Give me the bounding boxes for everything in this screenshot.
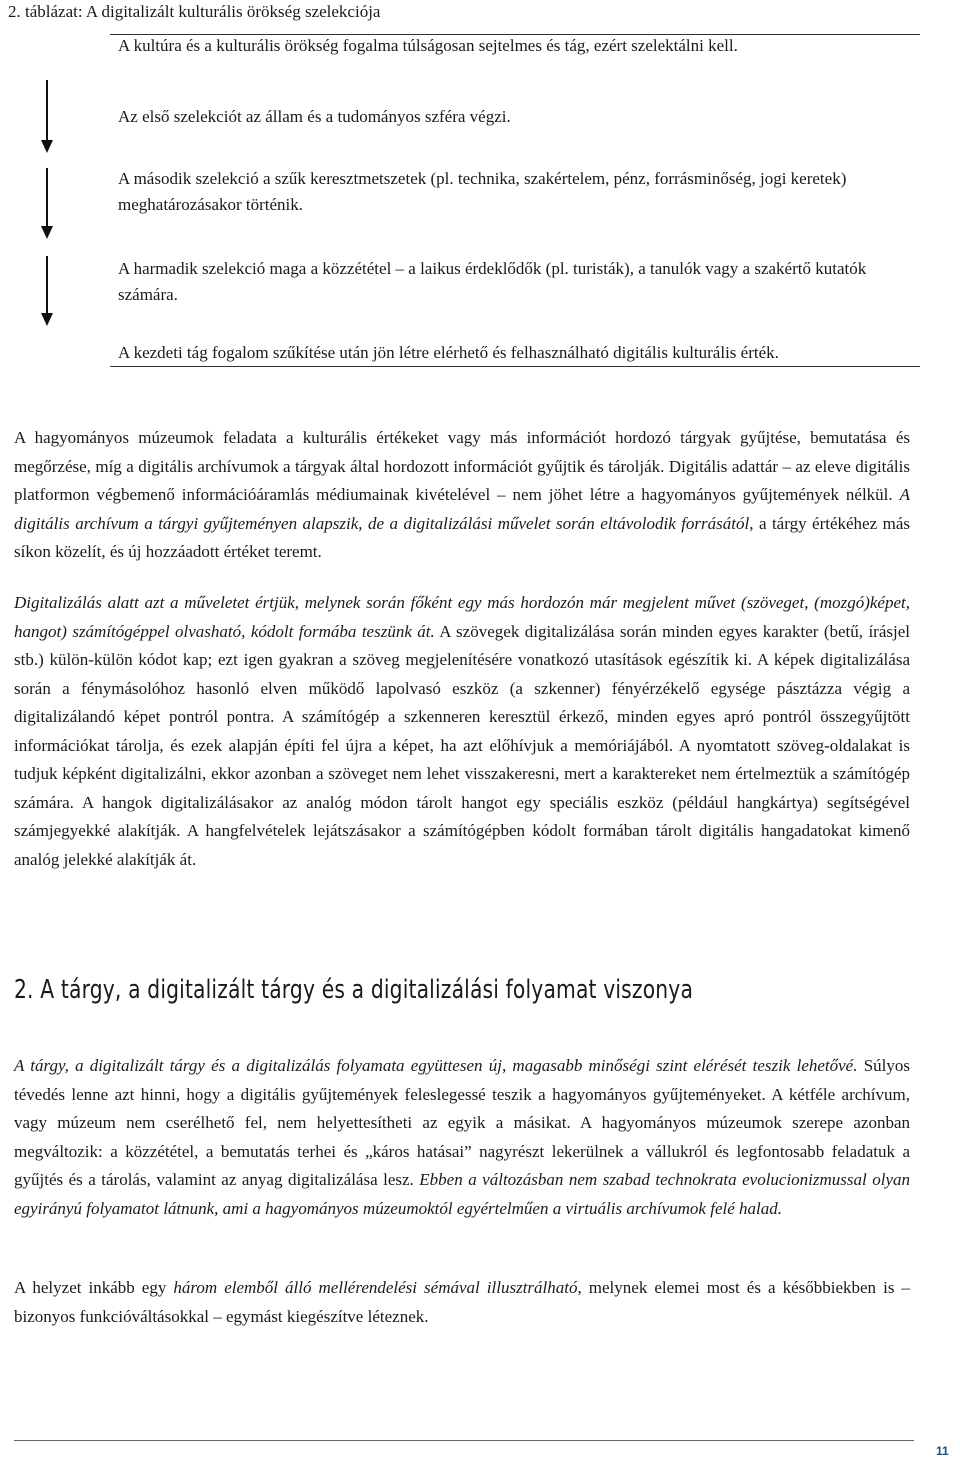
table-row: A harmadik szelekció maga a közzététel – a laikus érdeklődők (pl. turisták), a tanulók vagy a szakértő kutatók számára. — [118, 259, 867, 304]
table-row: A kultúra és a kulturális örökség fogalma túlságosan sejtelmes és tág, ezért szelektálni kell. — [118, 36, 738, 55]
footer-rule — [14, 1440, 914, 1441]
arrow-head-icon — [41, 313, 53, 326]
body-paragraph: A tárgy, a digitalizált tárgy és a digitalizálás folyamata együttesen új, magasabb minőségi szint elérését teszik lehetővé. Súlyos tévedés lenne azt hinni, hogy a digitális gyűjtemények feleslegessé teszik a hagyományos gyűjteményeket. A kétféle archívum, vagy múzeum nem cserélhető fel, nem helyettesítheti az egyik a másikat. A hagyományos múzeumok szerepe azonban megváltozik: a közzététel, a bemutatás terhei és „káros hatásai” nagyrészt lekerülnek a vállukról és legfontosabb feladatuk a gyűjtés és a tárolás, valamint az anyag digitalizálása lesz. Ebben a változásban nem szabad technokrata evolucionizmussal olyan egyirányú folyamatot látnunk, ami a hagyományos múzeumoktól egyértelműen a virtuális archívumok felé halad. — [14, 1056, 911, 1218]
table-row: Az első szelekciót az állam és a tudományos szféra végzi. — [118, 107, 511, 126]
body-paragraph: A hagyományos múzeumok feladata a kulturális értékeket vagy más információt hordozó tárgyak gyűjtése, bemutatása és megőrzése, míg a digitális archívumok a tárgyak által hordozott információt gyűjtik és tárolják. Digitális adattár – az eleve digitális platformon végbemenő információáramlás médiumainak kivételével – nem jöhet létre a hagyományos gyűjtemények nélkül. A digitális archívum a tárgyi gyűjteményen alapszik, de a digitalizálási művelet során eltávolodik forrásától, a tárgy értékéhez más síkon közelít, és új hozzáadott értéket teremt. — [14, 428, 910, 561]
table-row: A kezdeti tág fogalom szűkítése után jön létre elérhető és felhasználható digitális kulturális érték. — [118, 343, 779, 362]
arrow-head-icon — [41, 140, 53, 153]
section-heading: 2. A tárgy, a digitalizált tárgy és a digitalizálási folyamat viszonya — [14, 975, 694, 1005]
arrow-head-icon — [41, 226, 53, 239]
arrow-down-icon — [46, 80, 48, 140]
table-bottom-rule — [110, 366, 920, 367]
arrow-down-icon — [46, 256, 48, 313]
table-row: A második szelekció a szűk keresztmetszetek (pl. technika, szakértelem, pénz, forrásminőség, jogi keretek) meghatározásakor történik. — [118, 169, 847, 214]
body-paragraph: A helyzet inkább egy három elemből álló mellérendelési sémával illusztrálható, melynek elemei most és a későbbiekben is – bizonyos funkcióváltásokkal – egymást kiegészítve léteznek. — [14, 1278, 910, 1326]
table-caption: 2. táblázat: A digitalizált kulturális örökség szelekciója — [8, 2, 381, 21]
page-number: 11 — [936, 1444, 949, 1458]
body-paragraph: Digitalizálás alatt azt a műveletet értjük, melynek során főként egy más hordozón már megjelent művet (szöveget, (mozgó)képet, hangot) számítógéppel olvasható, kódolt formába teszünk át. A szövegek digitalizálása során minden egyes karakter (betű, írásjel stb.) külön-külön kódot kap; ezt igen gyakran a szöveg megjelenítésére vonatkozó utasítások egészítik ki. A képek digitalizálása során a fénymásolóhoz hasonló elven működő lapolvasó eszköz (a szkenner) fényérzékelő egysége pásztázza végig a digitalizálandó képet pontról pontra. A számítógép a szkenneren keresztül érkező, minden egyes apró pontról összegyűjtött információkat tárolja, és ezek alapján építi fel újra a képet, ha azt előhívjuk a memóriájából. A nyomtatott szöveg-oldalakat is tudjuk képként digitalizálni, ekkor azonban a szöveget nem lehet visszakeresni, mert a karaktereket nem értelmeztük a számítógép számára. A hangok digitalizálásakor az analóg módon tárolt hangot egy speciális eszköz (például hangkártya) segítségével számjegyekké alakítják. A hangfelvételek lejátszásakor a számítógépben kódolt formában tárolt digitális hangadatokat kimenő analóg jelekké alakítják át. — [14, 593, 910, 869]
arrow-down-icon — [46, 168, 48, 226]
